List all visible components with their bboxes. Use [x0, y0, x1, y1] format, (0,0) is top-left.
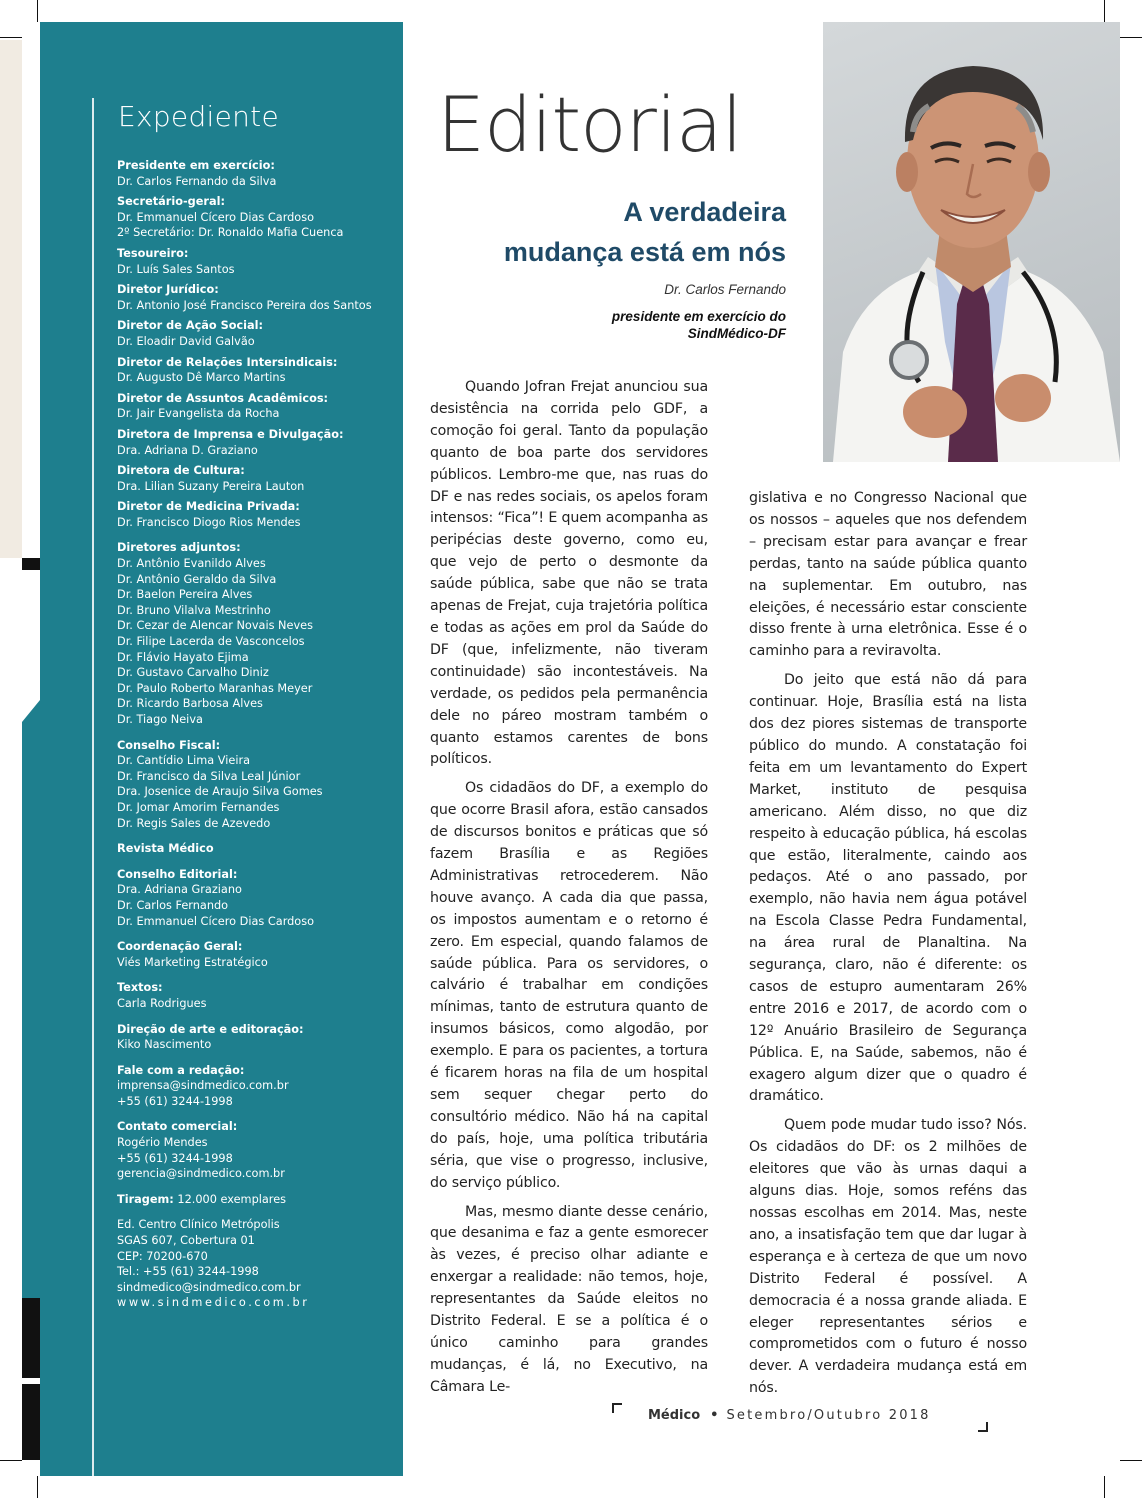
address-block — [117, 1217, 397, 1311]
article-paragraph: gislativa e no Congresso Nacional que os nossos – aqueles que nos defendem – precisam estar para avançar e frear perdas, tanto na saúde pública quanto na suplementar. Em outubro, nas eleições, é necessário estar consciente disso frente à urna eletrônica. Esse é o caminho para a reviravolta. — [749, 490, 1027, 660]
credit-name: Dr. Francisco Diogo Rios Mendes — [117, 515, 301, 529]
article-paragraph: Os cidadãos do DF, a exemplo do que ocorre Brasil afora, estão cansados de discursos bonitos e práticas que só fazem Brasília e as Regiões Administrativas retrocederem. Não houve avanço. A cada dia que passa, os impostos aumentam e o retorno é zero. Em especial, quando falamos de saúde pública. Para os servidores, o calvário é trabalhar em condições mínimas, tanto de estrutura quanto de insumos básicos, como algodão, por exemplo. E para os pacientes, a tortura é ficarem horas na fila de um hospital sem sequer chegar perto do consultório médico. Não há na capital do país, hoje, uma política tributária séria, que vise o progresso, inclusive, do serviço público. — [430, 780, 708, 1191]
credit-name: Dr. Cantídio Lima Vieira — [117, 754, 251, 768]
credit-name: Dr. Jair Evangelista da Rocha — [117, 407, 280, 421]
credit-label: Direção de arte e editoração: — [117, 1022, 304, 1036]
footer-publication: Médico — [648, 1408, 701, 1423]
crop-mark — [1104, 1476, 1105, 1498]
footer-separator: • — [710, 1408, 719, 1423]
credit-group — [117, 282, 397, 313]
masthead-sidebar — [40, 22, 403, 1476]
credit-label: Conselho Fiscal: — [117, 738, 221, 752]
address-line: Tel.: +55 (61) 3244-1998 — [117, 1265, 259, 1279]
crop-mark — [0, 1460, 22, 1461]
credit-label: Secretário-geral: — [117, 195, 225, 209]
article-column-1 — [430, 377, 708, 1399]
credit-name: Dr. Filipe Lacerda de Vasconcelos — [117, 635, 305, 649]
credit-name: Dr. Cezar de Alencar Novais Neves — [117, 619, 313, 633]
masthead-title: Expediente — [118, 100, 279, 133]
credit-name: Dra. Adriana Graziano — [117, 883, 242, 897]
credit-name: Dr. Baelon Pereira Alves — [117, 588, 253, 602]
sidebar-divider — [92, 98, 94, 1476]
credit-name: Dr. Bruno Vilalva Mestrinho — [117, 603, 271, 617]
portrait-illustration — [823, 22, 1120, 462]
credit-name: Dr. Jomar Amorim Fernandes — [117, 800, 280, 814]
credit-name: Dr. Carlos Fernando — [117, 898, 229, 912]
credit-label: Contato comercial: — [117, 1120, 238, 1134]
credit-name: Dr. Ricardo Barbosa Alves — [117, 697, 263, 711]
address-line: CEP: 70200-670 — [117, 1249, 208, 1263]
credit-label: Tesoureiro: — [117, 246, 189, 260]
credit-label: Textos: — [117, 981, 163, 995]
crop-mark — [1120, 1460, 1142, 1461]
credit-name: Viés Marketing Estratégico — [117, 955, 268, 969]
credit-name: 2º Secretário: Dr. Ronaldo Mafia Cuenca — [117, 226, 344, 240]
credit-name: +55 (61) 3244-1998 — [117, 1094, 233, 1108]
article-paragraph: Mas, mesmo diante desse cenário, que desanima e faz a gente esmorecer às vezes, é preciso olhar adiante e enxergar a realidade: não temos, hoje, representantes da Saúde eleitos no Distrito Federal. E se a política é o único caminho para grandes mudanças, é lá, no Executivo, na Câmara Le- — [430, 1203, 708, 1395]
credit-label: Diretora de Cultura: — [117, 464, 245, 478]
credit-name: Dr. Luís Sales Santos — [117, 262, 235, 276]
credit-label: Presidente em exercício: — [117, 159, 275, 172]
headline-line: A verdadeira — [623, 197, 786, 227]
credit-group — [117, 1063, 397, 1110]
crop-mark — [1120, 37, 1142, 38]
credit-name: Dr. Paulo Roberto Maranhas Meyer — [117, 681, 313, 695]
crop-mark — [1104, 0, 1105, 22]
address-line: Ed. Centro Clínico Metrópolis — [117, 1218, 280, 1232]
credit-name: Dr. Augusto Dê Marco Martins — [117, 371, 286, 385]
credit-name: Dr. Emmanuel Cícero Dias Cardoso — [117, 210, 315, 224]
credit-label: Diretor de Ação Social: — [117, 319, 264, 333]
credit-name: Dr. Eloadir David Galvão — [117, 334, 255, 348]
credit-group — [117, 980, 397, 1011]
credit-label: Fale com a redação: — [117, 1063, 245, 1077]
page-edge-bar — [22, 558, 40, 570]
page-edge-bleed — [0, 40, 22, 558]
author-role-line: SindMédico-DF — [687, 326, 786, 341]
credit-group — [117, 540, 397, 727]
footer-corner-mark — [986, 1422, 988, 1432]
page-edge-bar — [22, 1384, 40, 1460]
credit-name: Dra. Adriana D. Graziano — [117, 443, 258, 457]
footer-corner-mark — [612, 1403, 614, 1413]
credit-name: imprensa@sindmedico.com.br — [117, 1079, 289, 1093]
credit-label: Diretor Jurídico: — [117, 283, 219, 297]
credit-name: Dr. Gustavo Carvalho Diniz — [117, 666, 269, 680]
credit-name: Kiko Nascimento — [117, 1038, 212, 1052]
credit-name: Carla Rodrigues — [117, 996, 207, 1010]
credit-label: Diretores adjuntos: — [117, 541, 241, 555]
credit-name: gerencia@sindmedico.com.br — [117, 1167, 285, 1181]
credit-name: Dr. Carlos Fernando da Silva — [117, 174, 277, 188]
credit-group — [117, 499, 397, 530]
page-footer — [648, 1408, 931, 1423]
credit-group — [117, 355, 397, 386]
page-edge-bar — [22, 1298, 40, 1378]
article-paragraph: Do jeito que está não dá para continuar. Hoje, Brasília está na lista dos dez piores sistemas de transporte público do mundo. A constatação foi feita em um levantamento do Expert Market, instituto de pesquisa americano. Além disso, no que diz respeito à educação pública, há escolas que estão, literalmente, caindo aos pedaços. Até o ano passado, por exemplo, não havia nem água potável na Escola Classe Pedra Fundamental, na área rural de Planaltina. Na segurança, claro, não é diferente: os casos de estupro aumentaram 26% entre 2016 e 2017, de acordo com o 12º Anuário Brasileiro de Segurança Pública. E, na Saúde, sabemos, não é exagero algum dizer que o quadro é dramático. — [749, 672, 1027, 1105]
credit-group — [117, 1022, 397, 1053]
print-run-value: 12.000 exemplares — [173, 1192, 287, 1206]
credit-group — [117, 867, 397, 929]
masthead-credits — [117, 158, 397, 1316]
credit-group — [117, 194, 397, 241]
credit-name: Dr. Antonio José Francisco Pereira dos Santos — [117, 298, 372, 312]
credit-label: Conselho Editorial: — [117, 867, 238, 881]
credit-name: Dr. Francisco da Silva Leal Júnior — [117, 769, 301, 783]
credit-group — [117, 246, 397, 277]
credit-group — [117, 391, 397, 422]
section-title: Editorial — [437, 80, 742, 169]
page-edge-teal — [22, 700, 40, 1298]
credit-group — [117, 738, 397, 832]
crop-mark — [0, 37, 22, 38]
credit-name: Dr. Tiago Neiva — [117, 713, 203, 726]
article-headline — [420, 192, 786, 272]
credit-group — [117, 463, 397, 494]
article-column-2 — [749, 488, 1027, 1400]
credit-name: Dr. Antônio Evanildo Alves — [117, 557, 266, 571]
credit-name: Dra. Lilian Suzany Pereira Lauton — [117, 479, 305, 493]
author-role — [430, 308, 786, 342]
print-run-label: Tiragem: — [117, 1192, 174, 1206]
credit-label: Diretor de Relações Intersindicais: — [117, 355, 338, 369]
article-paragraph: Quando Jofran Frejat anunciou sua desistência na corrida pelo GDF, a comoção foi geral. Tanto da população quanto de boa parte dos servidores públicos. Lembro-me que, nas ruas do DF e nas redes sociais, os apelos foram intensos: “Fica”! E quem acompanha as peripécias deste governo, como eu, que vejo de perto o desmonte da saúde pública, sabe que não se trata apenas de Frejat, cuja trajetória política e todas as ações em prol da Saúde do DF (que, infelizmente, não tiveram continuidade) são incontestáveis. Na verdade, os pedidos pela permanência dele no páreo mostram também o quanto estamos carentes de bons políticos. — [430, 379, 708, 768]
credit-name: Rogério Mendes — [117, 1136, 208, 1150]
credit-group — [117, 318, 397, 349]
crop-mark — [37, 0, 38, 22]
article-paragraph: Quem pode mudar tudo isso? Nós. Os cidadãos do DF: os 2 milhões de eleitores que vão às urnas daqui a alguns dias. Hoje, somos reféns das nossas escolhas em 2014. Mas, neste ano, a insatisfação tem que dar lugar à esperança e à certeza de que um novo Distrito Federal é possível. A democracia é a nossa grande aliada. E eleger representantes sérios e comprometidos com o futuro é nosso dever. A verdadeira mudança está em nós. — [749, 1117, 1027, 1397]
credit-group — [117, 1119, 397, 1181]
credit-name: Dr. Flávio Hayato Ejima — [117, 650, 249, 664]
author-role-line: presidente em exercício do — [611, 309, 786, 324]
credit-group — [117, 841, 397, 857]
headline-line: mudança está em nós — [503, 237, 786, 267]
author-name: Dr. Carlos Fernando — [664, 282, 786, 297]
address-line: SGAS 607, Cobertura 01 — [117, 1234, 255, 1248]
credit-group — [117, 939, 397, 970]
credit-name: Dr. Regis Sales de Azevedo — [117, 816, 271, 830]
credit-group — [117, 158, 397, 189]
credit-name: Dr. Antônio Geraldo da Silva — [117, 572, 277, 586]
crop-mark — [37, 1476, 38, 1498]
credit-label: Diretora de Imprensa e Divulgação: — [117, 427, 344, 441]
address-line: sindmedico@sindmedico.com.br — [117, 1280, 301, 1294]
credit-label: Diretor de Assuntos Acadêmicos: — [117, 391, 329, 405]
footer-date: Setembro/Outubro 2018 — [726, 1408, 931, 1423]
credit-label: Coordenação Geral: — [117, 940, 243, 954]
credit-label: Diretor de Medicina Privada: — [117, 500, 300, 514]
print-run — [117, 1192, 397, 1208]
credit-group — [117, 427, 397, 458]
author-portrait — [823, 22, 1120, 462]
website-link[interactable]: www.sindmedico.com.br — [117, 1296, 310, 1310]
credit-name: +55 (61) 3244-1998 — [117, 1151, 233, 1165]
credit-label: Revista Médico — [117, 842, 214, 856]
credit-name: Dr. Emmanuel Cícero Dias Cardoso — [117, 914, 315, 928]
credit-name: Dra. Josenice de Araujo Silva Gomes — [117, 785, 323, 799]
